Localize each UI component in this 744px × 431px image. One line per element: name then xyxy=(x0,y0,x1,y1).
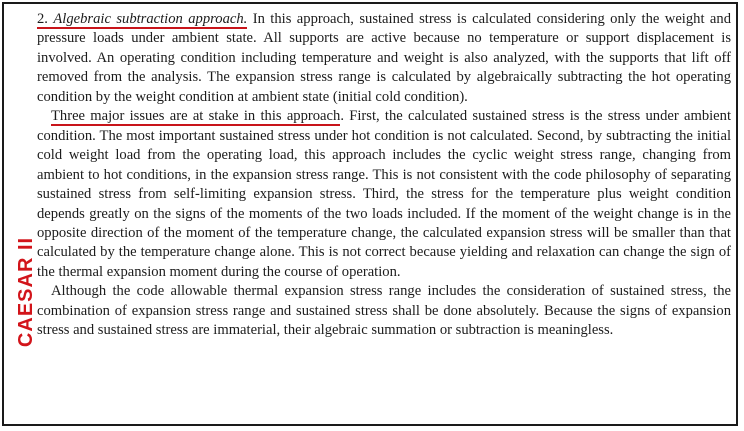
paragraph-allowable-range xyxy=(37,282,731,340)
section-number: 2. xyxy=(37,11,48,27)
paragraph-body: In this approach, sustained stress is calculated considering only the weight and pressure loads under ambient state. All supports are active because no temperature or support displacement is involved. An operating condition including temperature and weight is also analyzed, with the supports that lift off removed from the analysis. The expansion stress range is calculated by algebraically subtracting the hot operating condition by the weight condition at ambient state (initial cold condition). xyxy=(37,11,731,105)
underlined-heading xyxy=(37,11,247,29)
paragraph-major-issues xyxy=(37,107,731,282)
document-frame xyxy=(2,2,738,426)
document-text xyxy=(37,10,731,341)
side-label: CAESAR II xyxy=(15,236,37,348)
paragraph-body: . First, the calculated sustained stress is the stress under ambient condition. The most important sustained stress under hot condition is not calculated. Second, by subtracting the initial cold weight load from the operating load, this approach includes the cyclic weight stress range, changing from ambient to hot conditions, in the expansion stress range. This is not consistent with the code philosophy of separating sustained stress from self-limiting expansion stress. Third, the stress for the temperature plus weight condition depends greatly on the signs of the moments of the two loads included. If the moment of the weight change is in the opposite direction of the moment of the temperature change, the calculated expansion stress will be smaller than that calculated by the temperature change alone. This is not correct because yielding and relaxation can change the sign of the thermal expansion moment during the course of operation. xyxy=(37,108,732,280)
paragraph-body: Although the code allowable thermal expansion stress range includes the consideration of sustained stress, the combination of expansion stress range and sustained stress shall be done absolutely. Because the signs of expansion stress and sustained stress are immaterial, their algebraic summation or subtraction is meaningless. xyxy=(37,283,731,339)
paragraph-algebraic-approach xyxy=(37,10,731,107)
section-heading: Algebraic subtraction approach. xyxy=(53,11,248,27)
underlined-lead: Three major issues are at stake in this approach xyxy=(51,108,341,125)
